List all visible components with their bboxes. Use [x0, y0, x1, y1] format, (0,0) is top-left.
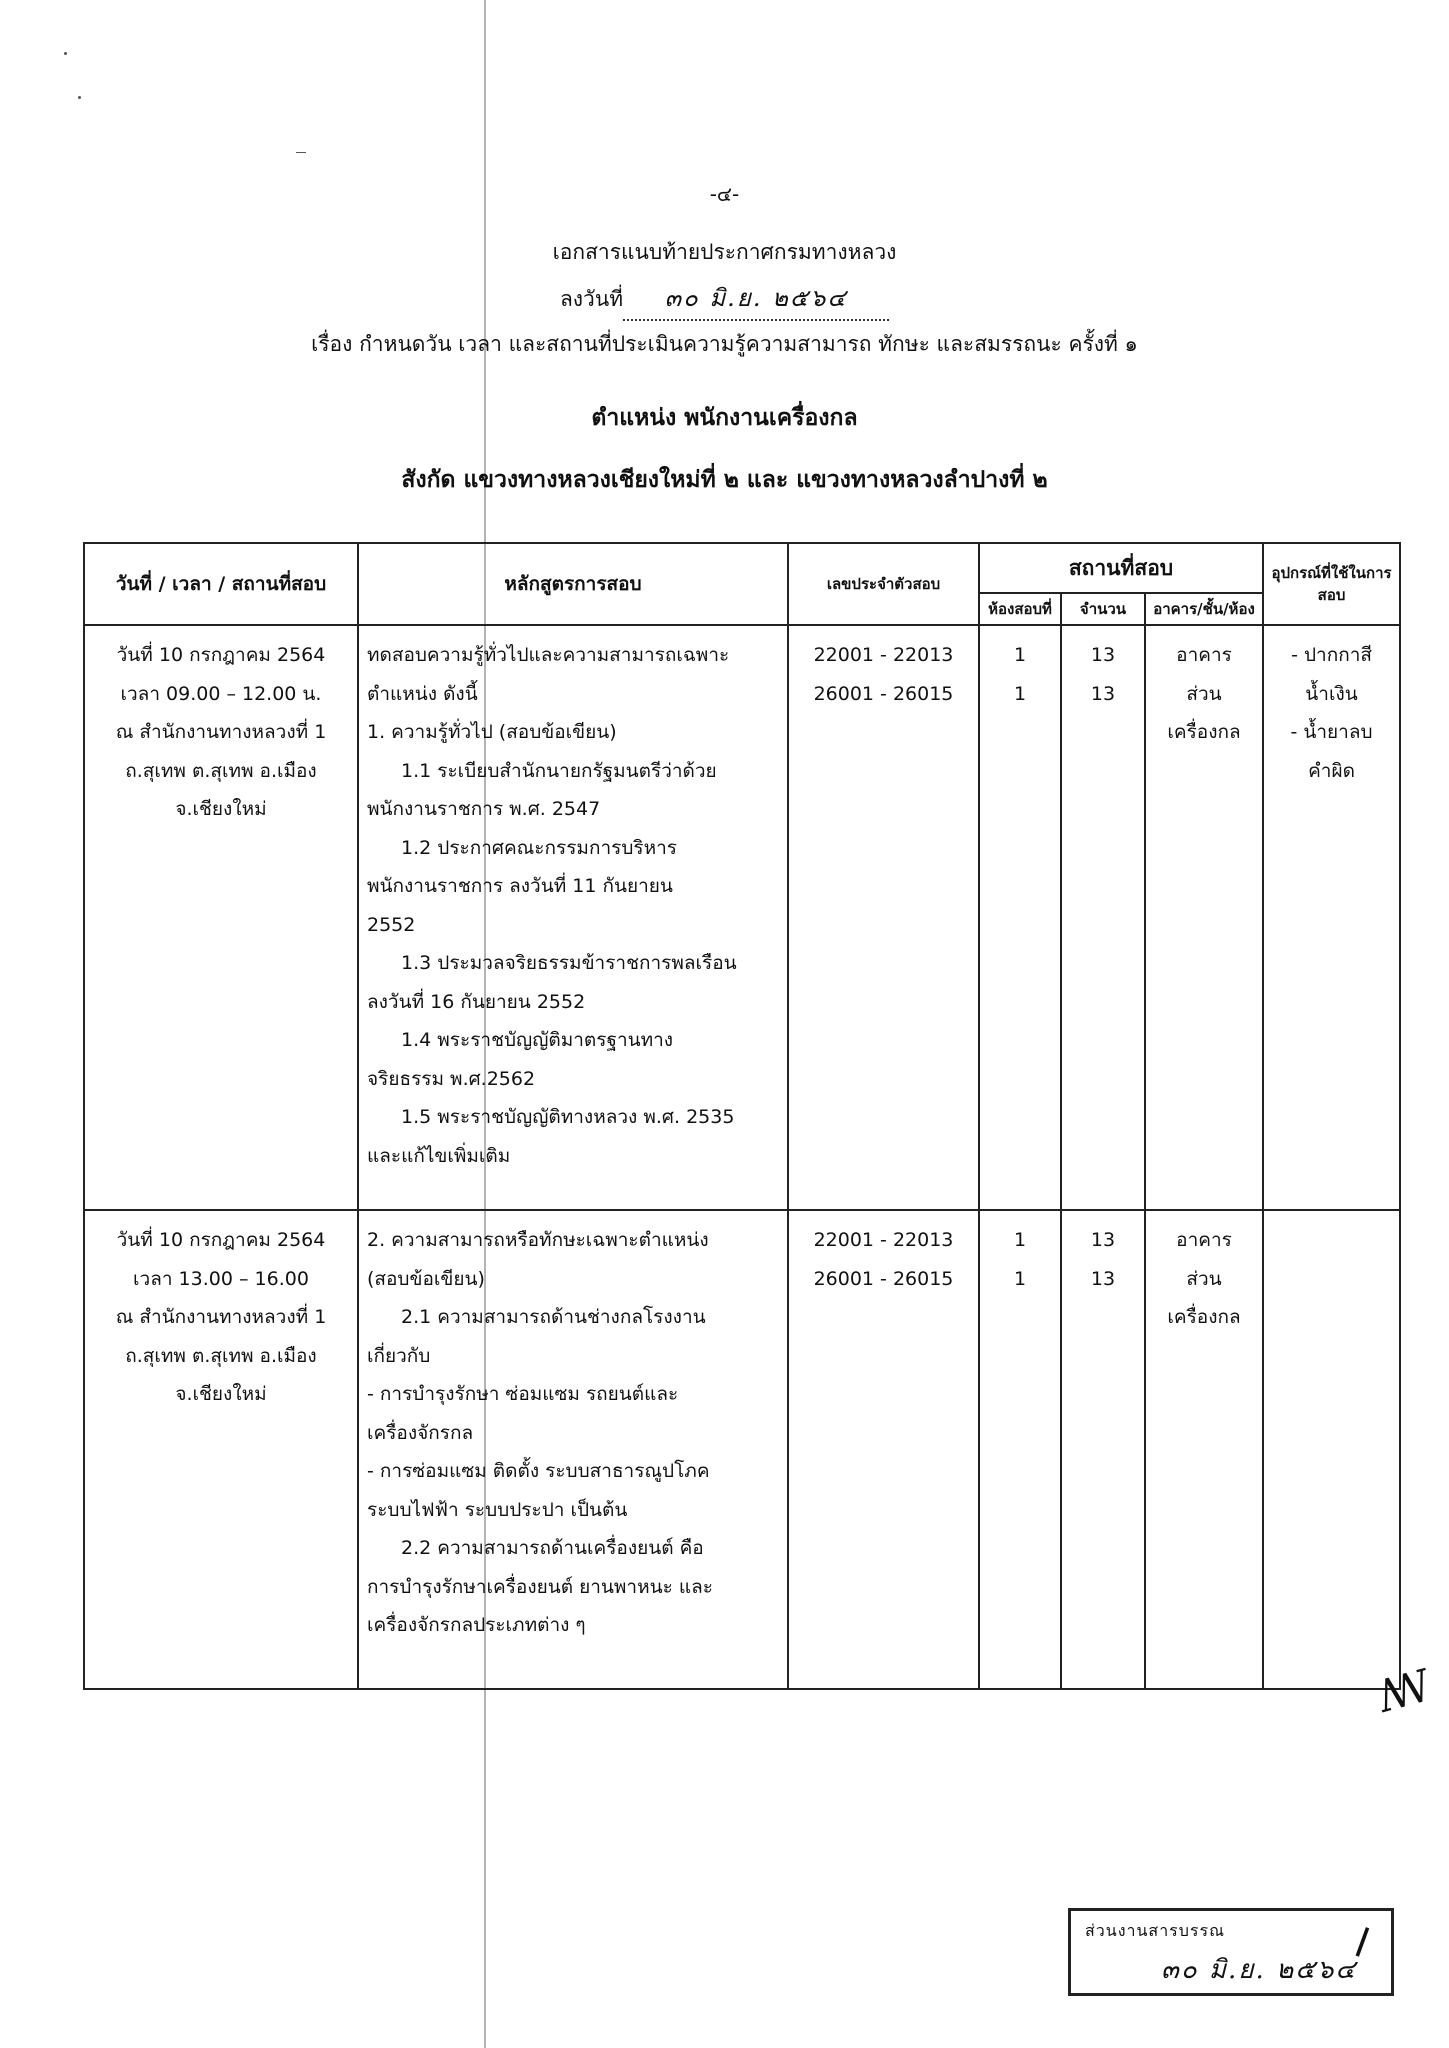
equipment-line: - ปากกาสี [1291, 644, 1372, 666]
exam-schedule-table [83, 542, 1401, 1690]
table-row [84, 1210, 1400, 1689]
address-line: ถ.สุเทพ ต.สุเทพ อ.เมือง [125, 1344, 317, 1367]
course-line: การบำรุงรักษาเครื่องยนต์ ยานพาหนะ และ [367, 1575, 713, 1598]
date-prefix: ลงวันที่ [559, 287, 624, 311]
room-number: 1 [1013, 644, 1027, 666]
cell-count [1061, 1210, 1145, 1689]
header-building: อาคาร/ชั้น/ห้อง [1145, 593, 1263, 625]
stamp-office-text: ส่วนงานสารบรรณ [1085, 1921, 1225, 1940]
cell-room [979, 1210, 1061, 1689]
cell-date-time-place [84, 1210, 358, 1689]
attachment-dateline [0, 278, 1449, 321]
course-line: ระบบไฟฟ้า ระบบประปา เป็นต้น [367, 1498, 628, 1521]
exam-id-range: 26001 - 26015 [813, 1267, 954, 1290]
candidate-count: 13 [1090, 682, 1116, 705]
course-line: 1.4 พระราชบัญญัติมาตรฐานทาง [401, 1029, 674, 1051]
course-line: ทดสอบความรู้ทั่วไปและความสามารถเฉพาะ [367, 644, 730, 666]
province-line: จ.เชียงใหม่ [175, 798, 267, 820]
place-line: ณ สำนักงานทางหลวงที่ 1 [115, 1306, 327, 1328]
course-line: เครื่องจักรกลประเภทต่าง ๆ [367, 1614, 586, 1636]
cell-exam-ids [788, 625, 979, 1210]
header-count: จำนวน [1061, 593, 1145, 625]
course-line: 1. ความรู้ทั่วไป (สอบข้อเขียน) [367, 721, 617, 743]
building-line: อาคาร [1176, 1229, 1232, 1251]
stamp-date: ๓๐ มิ.ย. ๒๕๖๔ [1161, 1955, 1358, 1985]
exam-id-range: 22001 - 22013 [813, 644, 954, 666]
date-field [623, 278, 889, 321]
room-number: 1 [1013, 682, 1027, 705]
candidate-count: 13 [1090, 644, 1116, 666]
header-equipment: อุปกรณ์ที่ใช้ในการสอบ [1263, 543, 1400, 625]
course-line: (สอบข้อเขียน) [367, 1267, 485, 1290]
course-line: และแก้ไขเพิ่มเติม [367, 1144, 511, 1167]
scan-speck [296, 152, 306, 153]
exam-id-range: 22001 - 22013 [813, 1229, 954, 1251]
time-line: เวลา 09.00 – 12.00 น. [120, 682, 322, 705]
date-line: วันที่ 10 กรกฎาคม 2564 [116, 644, 326, 666]
table-row [84, 625, 1400, 1210]
course-line: 2.2 ความสามารถด้านเครื่องยนต์ คือ [401, 1537, 704, 1559]
cell-equipment [1263, 1210, 1400, 1689]
province-line: จ.เชียงใหม่ [175, 1383, 267, 1405]
attachment-title: เอกสารแนบท้ายประกาศกรมทางหลวง [552, 240, 897, 264]
building-line: เครื่องกล [1167, 721, 1241, 743]
course-line: จริยธรรม พ.ศ.2562 [367, 1067, 536, 1090]
page-number: -๔- [709, 182, 740, 206]
cell-building [1145, 625, 1263, 1210]
header-date-time-place: วันที่ / เวลา / สถานที่สอบ [84, 543, 358, 625]
affiliation-title: สังกัด แขวงทางหลวงเชียงใหม่ที่ ๒ และ แขวงทางหลวงลำปางที่ ๒ [401, 467, 1048, 493]
cell-room [979, 625, 1061, 1210]
building-line: เครื่องกล [1167, 1306, 1241, 1328]
scan-speck [64, 52, 67, 55]
building-line: ส่วน [1186, 682, 1222, 705]
handwritten-initial-mark: ꟿ [1372, 1660, 1437, 1723]
equipment-line: คำผิด [1308, 759, 1355, 782]
cell-building [1145, 1210, 1263, 1689]
cell-equipment [1263, 625, 1400, 1210]
scan-speck [78, 96, 81, 99]
header-room: ห้องสอบที่ [979, 593, 1061, 625]
handwritten-date: ๓๐ มิ.ย. ๒๕๖๔ [664, 284, 848, 312]
course-line: ลงวันที่ 16 กันยายน 2552 [367, 990, 586, 1013]
course-line: - การซ่อมแซม ติดตั้ง ระบบสาธารณูปโภค [367, 1460, 710, 1482]
course-line: - การบำรุงรักษา ซ่อมแซม รถยนต์และ [367, 1383, 679, 1405]
course-line: 2552 [367, 913, 416, 936]
cell-course [358, 625, 788, 1210]
course-line: เกี่ยวกับ [367, 1344, 431, 1367]
exam-id-range: 26001 - 26015 [813, 682, 954, 705]
candidate-count: 13 [1090, 1229, 1116, 1251]
course-line: พนักงานราชการ พ.ศ. 2547 [367, 798, 601, 820]
cell-exam-ids [788, 1210, 979, 1689]
course-line: เครื่องจักรกล [367, 1421, 474, 1444]
header-exam-place: สถานที่สอบ [979, 543, 1263, 593]
course-line: 1.1 ระเบียบสำนักนายกรัฐมนตรีว่าด้วย [401, 759, 717, 782]
course-line: พนักงานราชการ ลงวันที่ 11 กันยายน [367, 875, 673, 897]
course-line: 1.5 พระราชบัญญัติทางหลวง พ.ศ. 2535 [401, 1106, 735, 1128]
header-exam-id: เลขประจำตัวสอบ [788, 543, 979, 625]
place-line: ณ สำนักงานทางหลวงที่ 1 [115, 721, 327, 743]
room-number: 1 [1013, 1229, 1027, 1251]
address-line: ถ.สุเทพ ต.สุเทพ อ.เมือง [125, 759, 317, 782]
course-line: 1.2 ประกาศคณะกรรมการบริหาร [401, 836, 677, 859]
course-line: 2. ความสามารถหรือทักษะเฉพาะตำแหน่ง [367, 1229, 709, 1251]
cell-date-time-place [84, 625, 358, 1210]
header-course: หลักสูตรการสอบ [358, 543, 788, 625]
room-number: 1 [1013, 1267, 1027, 1290]
cell-count [1061, 625, 1145, 1210]
building-line: ส่วน [1186, 1267, 1222, 1290]
equipment-line: น้ำเงิน [1305, 682, 1358, 705]
subject-line: เรื่อง กำหนดวัน เวลา และสถานที่ประเมินความรู้ความสามารถ ทักษะ และสมรรถนะ ครั้งที่ ๑ [311, 332, 1138, 356]
candidate-count: 13 [1090, 1267, 1116, 1290]
building-line: อาคาร [1176, 644, 1232, 666]
course-line: ตำแหน่ง ดังนี้ [367, 682, 478, 705]
cell-course [358, 1210, 788, 1689]
time-line: เวลา 13.00 – 16.00 [133, 1267, 309, 1290]
position-title: ตำแหน่ง พนักงานเครื่องกล [591, 405, 858, 431]
equipment-line: - น้ำยาลบ [1290, 721, 1373, 743]
stamp-signature: ꞁ [1351, 1912, 1378, 1960]
course-line: 2.1 ความสามารถด้านช่างกลโรงงาน [401, 1306, 706, 1328]
receipt-stamp [1068, 1908, 1394, 1996]
course-line: 1.3 ประมวลจริยธรรมข้าราชการพลเรือน [401, 952, 737, 974]
date-line: วันที่ 10 กรกฎาคม 2564 [116, 1229, 326, 1251]
